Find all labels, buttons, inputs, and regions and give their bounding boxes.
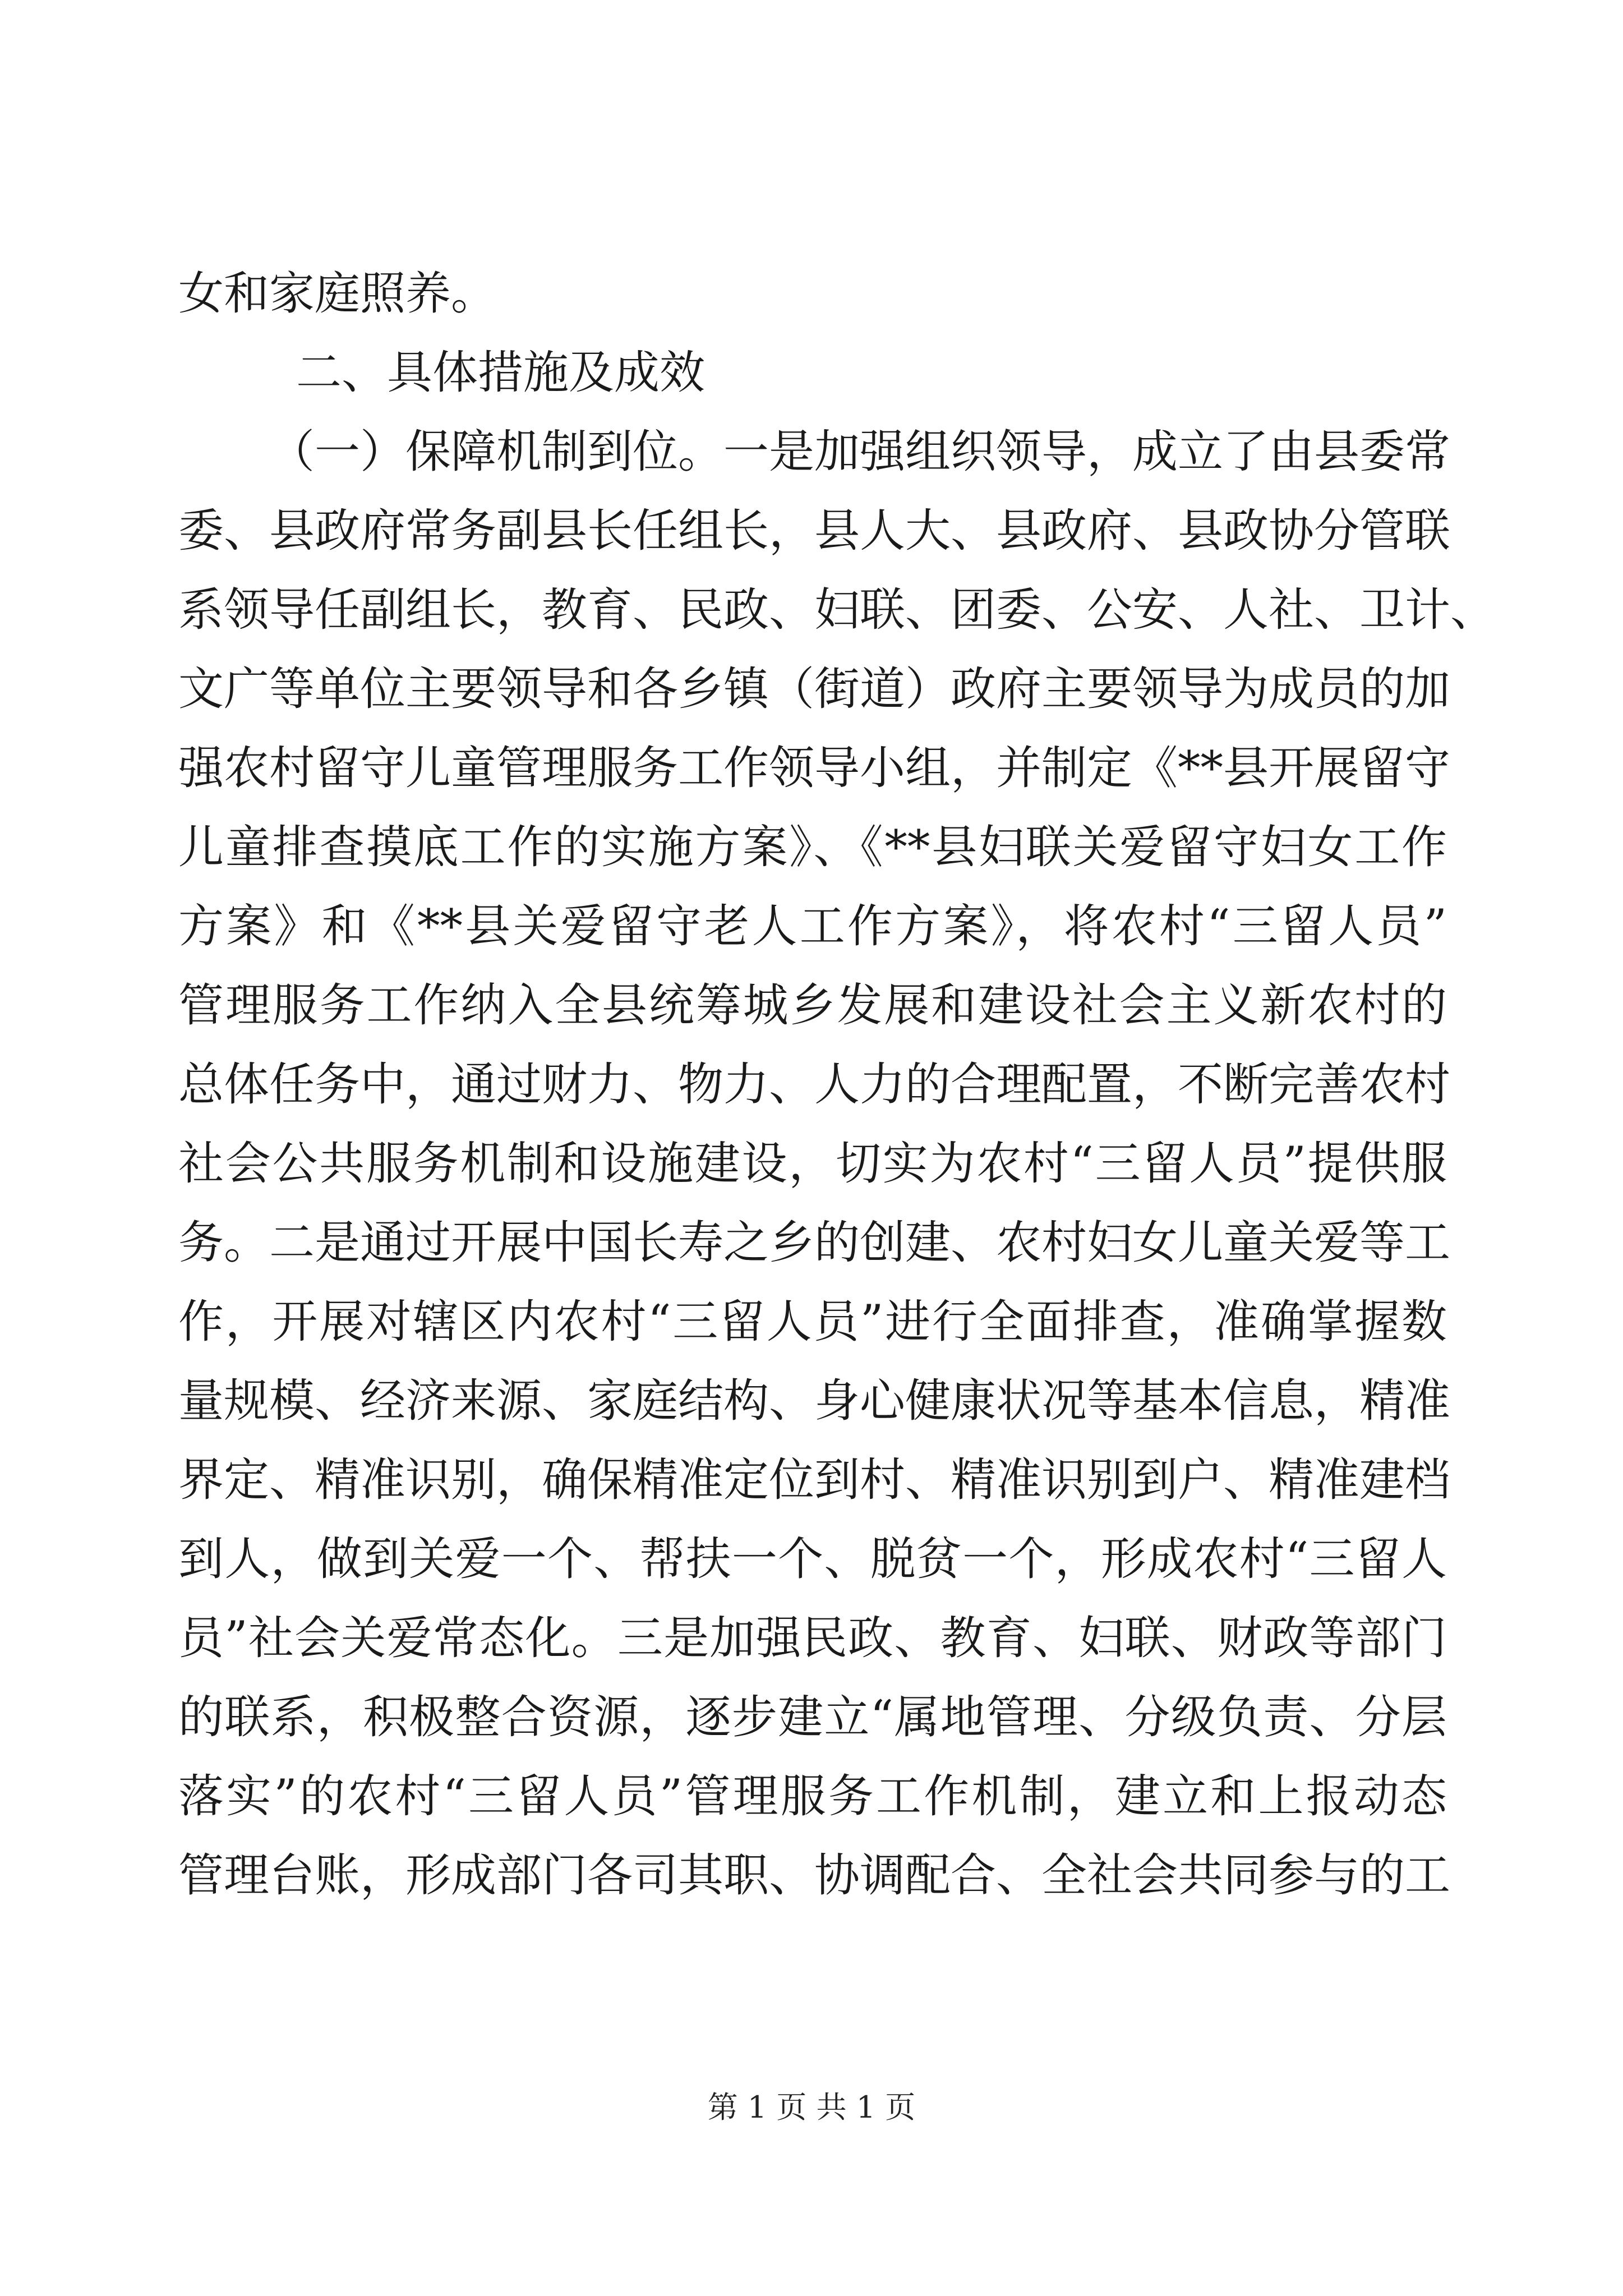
body-text	[178, 255, 1496, 1916]
text-line-14: 作，开展对辖区内农村“三留人员”进行全面排查，准确掌握数	[178, 1296, 1447, 1349]
section-heading: 二、具体措施及成效	[296, 347, 706, 399]
text-line-3: （一）保障机制到位。一是加强组织领导，成立了由县委常	[269, 426, 1451, 478]
text-line-1: 女和家庭照养。	[178, 268, 497, 320]
text-line-4: 委、县政府常务副县长任组长，县人大、县政府、县政协分管联	[178, 505, 1451, 558]
text-line-13: 务。二是通过开展中国长寿之乡的创建、农村妇女儿童关爱等工	[178, 1217, 1451, 1269]
text-line-19: 的联系，积极整合资源，逐步建立“属地管理、分级负责、分层	[178, 1691, 1447, 1744]
text-line-7: 强农村留守儿童管理服务工作领导小组，并制定《**县开展留守	[178, 742, 1451, 795]
text-line-8: 儿童排查摸底工作的实施方案》、《**县妇联关爱留守妇女工作	[178, 821, 1447, 874]
text-line-9: 方案》和《**县关爱留守老人工作方案》，将农村“三留人员”	[178, 900, 1447, 953]
text-line-11: 总体任务中，通过财力、物力、人力的合理配置，不断完善农村	[178, 1059, 1451, 1111]
page-number-footer: 第 1 页 共 1 页	[707, 2090, 916, 2125]
text-line-20: 落实”的农村“三留人员”管理服务工作机制，建立和上报动态	[178, 1770, 1447, 1823]
text-line-18: 员”社会关爱常态化。三是加强民政、教育、妇联、财政等部门	[178, 1612, 1447, 1665]
text-line-21: 管理台账，形成部门各司其职、协调配合、全社会共同参与的工	[178, 1849, 1451, 1902]
text-line-17: 到人，做到关爱一个、帮扶一个、脱贫一个，形成农村“三留人	[178, 1533, 1447, 1586]
text-line-5: 系领导任副组长，教育、民政、妇联、团委、公安、人社、卫计、	[178, 584, 1496, 637]
text-line-10: 管理服务工作纳入全县统筹城乡发展和建设社会主义新农村的	[178, 979, 1447, 1032]
text-line-6: 文广等单位主要领导和各乡镇（街道）政府主要领导为成员的加	[178, 663, 1451, 716]
text-line-16: 界定、精准识别，确保精准定位到村、精准识别到户、精准建档	[178, 1454, 1451, 1507]
text-line-12: 社会公共服务机制和设施建设，切实为农村“三留人员”提供服	[178, 1138, 1447, 1190]
text-line-15: 量规模、经济来源、家庭结构、身心健康状况等基本信息，精准	[178, 1375, 1451, 1428]
